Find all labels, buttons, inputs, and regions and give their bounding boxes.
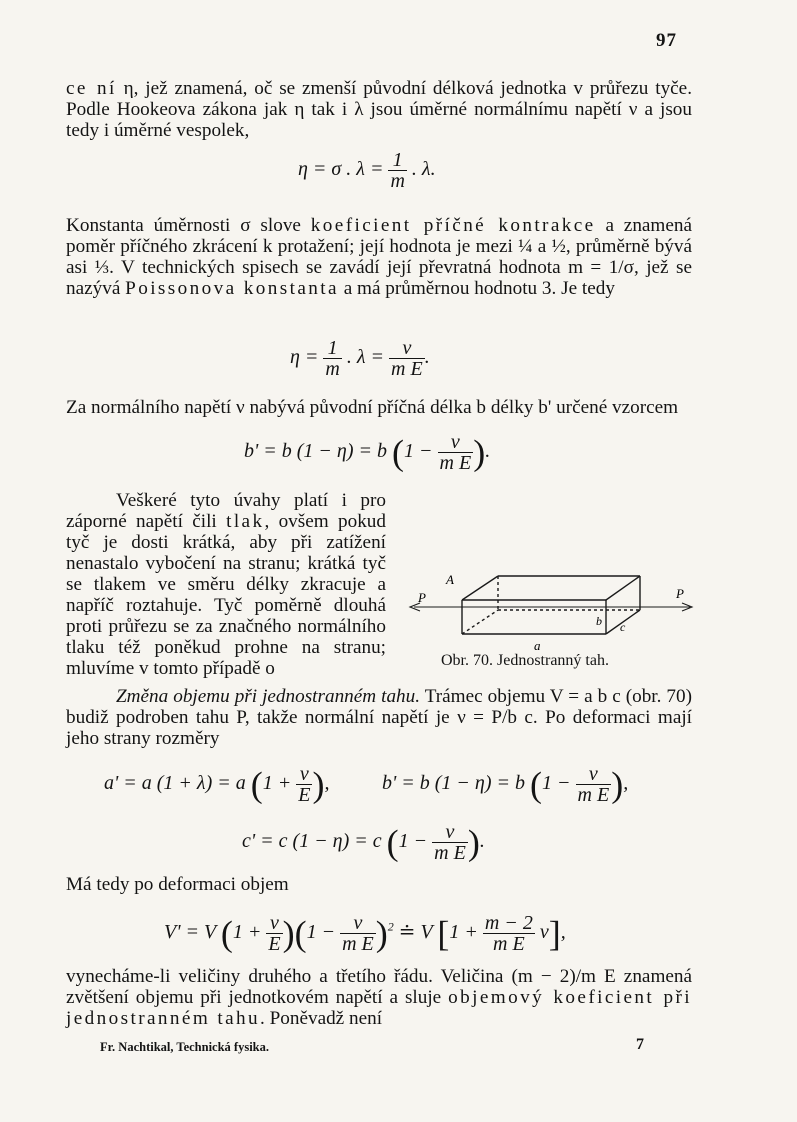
label-A: A — [446, 572, 454, 587]
equation-4b: b' = b (1 − η) = b (1 − $\frac{\nu}{\text{m E}}$ ), — [382, 763, 629, 806]
equation-3: b' = b (1 − η) = b (1 − $\frac{\nu}{\text{m E}}$ ). — [244, 431, 491, 474]
section-heading: Změna objemu při jednostranném tahu. — [116, 686, 421, 707]
paragraph-2: Konstanta úměrnosti σ slove koeficient příčné kontrakce a znamená poměr příčného zkrácení k protažení; její hodnota je mezi ¼ a ½, průměrně bývá asi ⅓. V technických spisech se zavádí její převratná hodnota m = 1/σ, jež se nazývá Poissonova konstanta a má průměrnou hodnotu 3. Je tedy — [66, 215, 692, 299]
label-P-right: P — [676, 586, 684, 601]
spaced-term: koeficient příčné kontrakce — [310, 215, 596, 236]
paragraph-5: Změna objemu při jednostranném tahu. Trámec objemu V = a b c (obr. 70) budiž podroben tahu P, takže normální napětí je ν = P/b c. Po deformaci mají jeho strany rozměry — [66, 686, 692, 749]
equation-5: c' = c (1 − η) = c (1 − $\frac{\nu}{\text{m E}}$ ). — [242, 821, 485, 864]
fraction: $\frac{1}{m}$ — [390, 149, 405, 192]
page-number: 97 — [656, 30, 677, 51]
equation-4a: a' = a (1 + λ) = a (1 + $\frac{\nu}{E}$ ), — [104, 763, 330, 806]
label-b: b — [596, 614, 602, 628]
label-a: a — [534, 638, 541, 653]
paragraph-4-top: Veškeré tyto úvahy platí i pro záporné napětí čili tlak, ovšem pokud tyč je dosti krátká, aby při zatížení nenastalo vybočení na stranu; krátká tyč se tlakem ve směru délky zkracuje a napříč roztahuje. Tyč poměrně dlouhá proti průřezu se za značného normálního tlaku též poněkud prohne na stranu; mluvíme v tomto případě o — [66, 490, 692, 681]
paragraph-6: Má tedy po deformaci objem — [66, 874, 289, 895]
spaced-word: ce ní — [66, 78, 117, 99]
paragraph-1: ce ní η, jež znamená, oč se zmenší původní délková jednotka v průřezu tyče. Podle Hookeova zákona jak η tak i λ jsou úměrné normálnímu napětí ν a jsou tedy i úměrné vespolek, — [66, 78, 692, 141]
figure-caption: Obr. 70. Jednostranný tah. — [441, 652, 609, 669]
paragraph-3: Za normálního napětí ν nabývá původní příčná délka b délky b' určené vzorcem — [66, 397, 679, 418]
equation-1: η = σ . λ = $\frac{1}{m}$ . λ. — [298, 149, 436, 192]
equation-6: V' = V (1 + $\frac{\nu}{E}$ )(1 − $\frac{\nu}{\text{m E}}$ )$^2$ ≐ V [1 + $\frac{m - 2}{\text{m E}}$ ν], — [164, 912, 566, 955]
paragraph-7: vynecháme-li veličiny druhého a třetího řádu. Veličina (m − 2)/m E znamená zvětšení objemu při jednotkovém napětí a sluje objemový koeficient při jednostranném tahu. Poněvadž není — [66, 966, 692, 1029]
spaced-term: Poissonova konstanta — [125, 278, 339, 299]
label-c: c — [620, 620, 626, 634]
footer-signature-number: 7 — [636, 1036, 644, 1053]
equation-2: η = $\frac{1}{m}$ . λ = $\frac{\nu}{\text{m E}}$ . — [290, 337, 430, 380]
label-P-left: P — [418, 590, 426, 605]
spaced-term: objemový koeficient při jednostranném tahu — [66, 987, 692, 1029]
spaced-word: tlak — [226, 511, 265, 532]
footer-author-title: Fr. Nachtikal, Technická fysika. — [100, 1040, 270, 1054]
